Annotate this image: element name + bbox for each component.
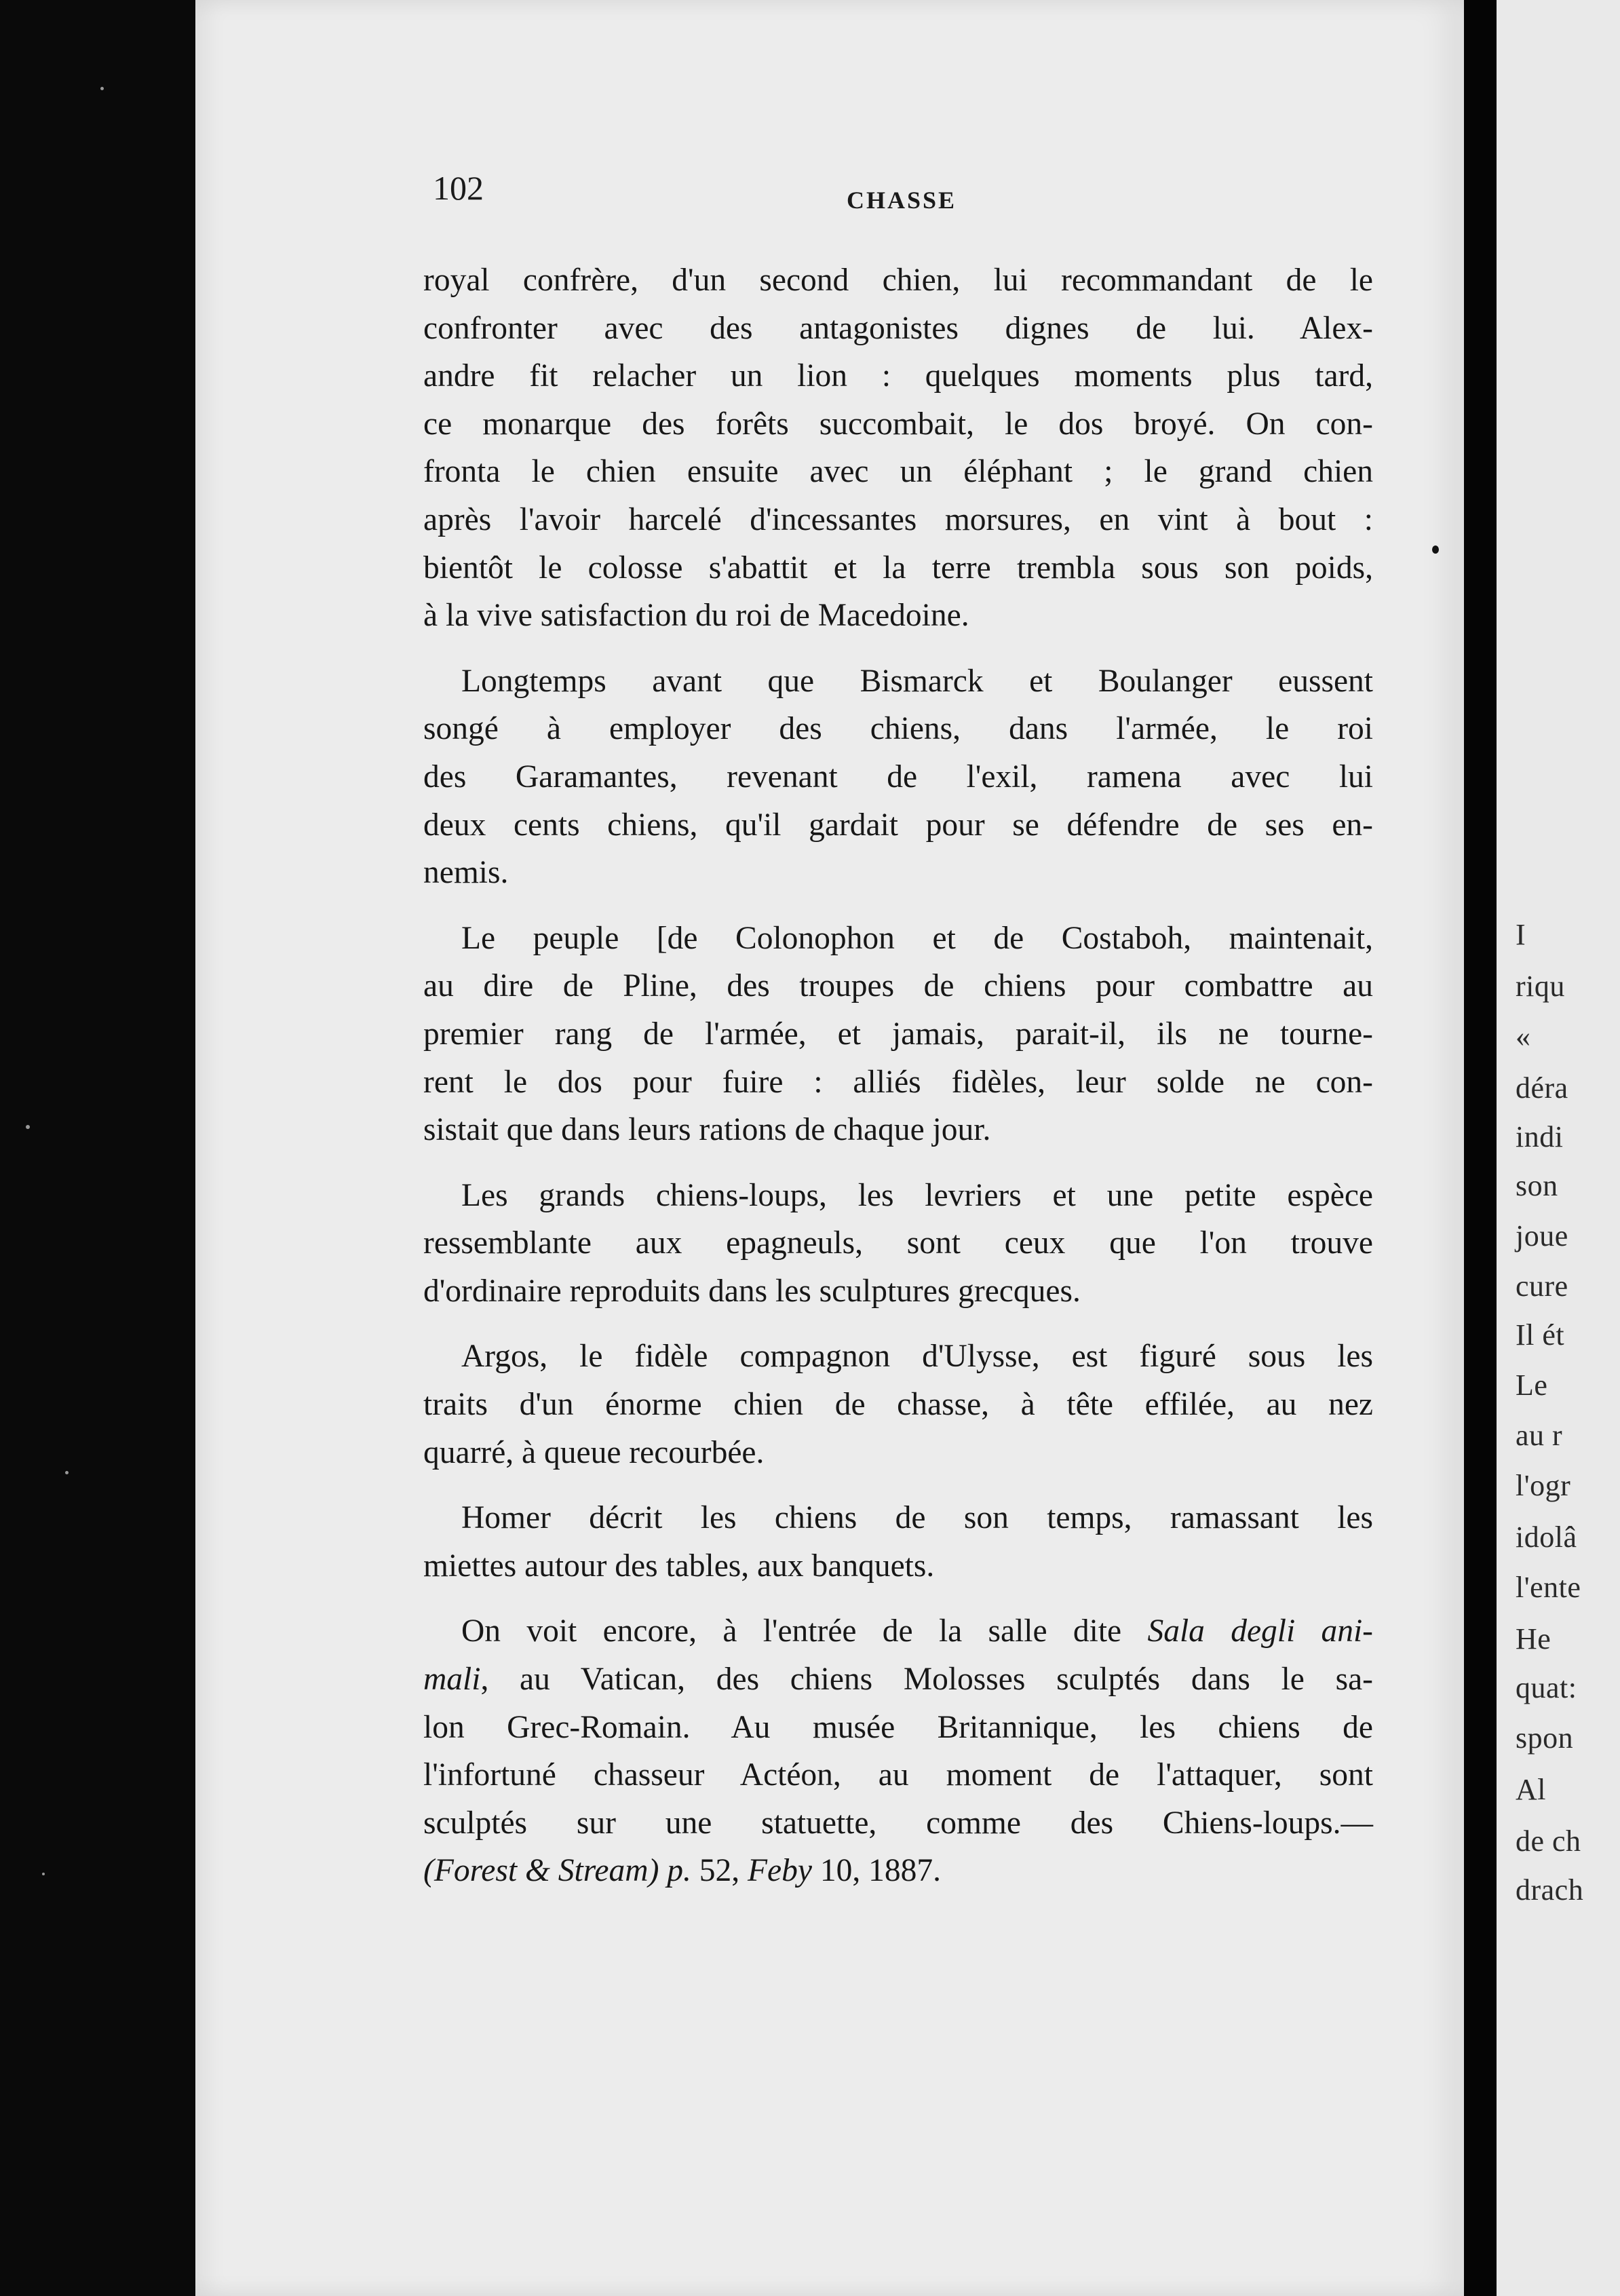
facing-page-text: de ch xyxy=(1516,1824,1581,1858)
facing-page-text: son xyxy=(1516,1169,1558,1202)
body-text xyxy=(423,256,1373,1895)
facing-page-fragment xyxy=(1497,0,1620,2296)
paragraph-gap xyxy=(423,640,1373,657)
facing-page-text: au r xyxy=(1516,1419,1563,1452)
paragraph xyxy=(423,256,1373,640)
scan-speck xyxy=(26,1125,30,1129)
page-gutter xyxy=(1464,0,1497,2296)
text-line: Le peuple [de Colonophon et de Costaboh, maintenait, xyxy=(461,920,1373,956)
text-line: nemis. xyxy=(423,855,509,891)
facing-page-text: cure xyxy=(1516,1269,1568,1303)
text-run: 10, 1887. xyxy=(811,1853,941,1889)
page-header xyxy=(433,168,1376,223)
paragraph xyxy=(423,1333,1373,1476)
text-line: après l'avoir harcelé d'incessantes morsures, en vint à bout : xyxy=(423,501,1373,537)
text-line: royal confrère, d'un second chien, lui recommandant de le xyxy=(423,263,1373,298)
text-line: sistait que dans leurs rations de chaque jour. xyxy=(423,1112,991,1148)
paragraph-gap xyxy=(423,1476,1373,1494)
text-run: , au Vatican, des chiens Molosses sculptés dans le sa- xyxy=(480,1662,1373,1698)
facing-page-text: indi xyxy=(1516,1120,1564,1153)
facing-page-text: Al xyxy=(1516,1773,1546,1806)
facing-page-text: quat: xyxy=(1516,1671,1577,1704)
paragraph-gap xyxy=(423,1590,1373,1607)
paragraph xyxy=(423,915,1373,1154)
text-line: au dire de Pline, des troupes de chiens pour combattre au xyxy=(423,968,1373,1004)
text-line xyxy=(423,1799,1373,1848)
page-number: 102 xyxy=(433,169,484,207)
text-line: deux cents chiens, qu'il gardait pour se défendre de ses en- xyxy=(423,807,1373,843)
paragraph-gap xyxy=(423,897,1373,915)
text-line: premier rang de l'armée, et jamais, parait-il, ils ne tourne- xyxy=(423,1016,1373,1052)
facing-page-text: idolâ xyxy=(1516,1520,1577,1554)
text-run: lon Grec-Romain. Au musée Britannique, les chiens de xyxy=(423,1709,1373,1745)
paragraph xyxy=(423,1172,1373,1316)
text-run: l'infortuné chasseur Actéon, au moment de l'attaquer, sont xyxy=(423,1757,1373,1793)
text-run: sculptés sur une statuette, comme des Chiens-loups.— xyxy=(423,1805,1373,1841)
facing-page-text: He xyxy=(1516,1622,1551,1656)
running-title: CHASSE xyxy=(847,187,957,214)
text-line: andre fit relacher un lion : quelques moments plus tard, xyxy=(423,358,1373,394)
facing-page-text: l'ogr xyxy=(1516,1469,1571,1502)
text-line: ressemblante aux epagneuls, sont ceux que l'on trouve xyxy=(423,1225,1373,1261)
text-line: songé à employer des chiens, dans l'armée, le roi xyxy=(423,711,1373,747)
facing-page-text: spon xyxy=(1516,1721,1574,1755)
paragraph xyxy=(423,1494,1373,1590)
paragraph xyxy=(423,657,1373,897)
facing-page-text: Il ét xyxy=(1516,1318,1565,1352)
text-line: Argos, le fidèle compagnon d'Ulysse, est figuré sous les xyxy=(461,1339,1373,1375)
facing-page-text: riqu xyxy=(1516,970,1565,1003)
paragraph xyxy=(423,1607,1373,1895)
facing-page-text: drach xyxy=(1516,1873,1584,1907)
text-run: On voit encore, à l'entrée de la salle dite xyxy=(461,1613,1148,1649)
text-line: Les grands chiens-loups, les levriers et une petite espèce xyxy=(461,1177,1373,1213)
scan-mark xyxy=(1432,546,1439,554)
scan-left-margin xyxy=(0,0,197,2296)
text-line: fronta le chien ensuite avec un éléphant ; le grand chien xyxy=(423,454,1373,490)
text-line: à la vive satisfaction du roi de Macedoine. xyxy=(423,598,969,634)
facing-page-text: joue xyxy=(1516,1219,1568,1252)
text-line: Homer décrit les chiens de son temps, ramassant les xyxy=(461,1500,1373,1536)
italic-text: mali xyxy=(423,1662,481,1698)
scan-speck xyxy=(65,1471,69,1474)
text-line: traits d'un énorme chien de chasse, à tête effilée, au nez xyxy=(423,1387,1373,1423)
facing-page-text: « xyxy=(1516,1020,1531,1053)
text-line xyxy=(423,1607,1373,1656)
text-line: bientôt le colosse s'abattit et la terre trembla sous son poids, xyxy=(423,550,1373,586)
text-line xyxy=(423,1656,1373,1704)
facing-page-text: I xyxy=(1516,918,1526,951)
text-line xyxy=(423,1751,1373,1799)
bleed-through-text xyxy=(421,1866,1370,1894)
text-line: Longtemps avant que Bismarck et Boulanger eussent xyxy=(461,663,1373,699)
facing-page-text: déra xyxy=(1516,1071,1568,1105)
text-line: quarré, à queue recourbée. xyxy=(423,1434,765,1470)
italic-text: (Forest & Stream) p. xyxy=(423,1853,691,1889)
italic-text: Sala degli ani- xyxy=(1147,1613,1373,1649)
paragraph-gap xyxy=(423,1315,1373,1333)
text-line: d'ordinaire reproduits dans les sculptures grecques. xyxy=(423,1273,1081,1309)
italic-text: Feby xyxy=(748,1853,812,1889)
text-line: ce monarque des forêts succombait, le dos broyé. On con- xyxy=(423,406,1373,442)
scan-speck xyxy=(42,1873,45,1875)
text-line: confronter avec des antagonistes dignes de lui. Alex- xyxy=(423,310,1373,346)
text-line: rent le dos pour fuire : alliés fidèles, leur solde ne con- xyxy=(423,1064,1373,1100)
text-line: des Garamantes, revenant de l'exil, ramena avec lui xyxy=(423,759,1373,795)
text-line xyxy=(423,1704,1373,1752)
text-run: 52, xyxy=(691,1853,748,1889)
facing-page-text: l'ente xyxy=(1516,1571,1581,1604)
paragraph-gap xyxy=(423,1154,1373,1172)
facing-page-text: Le xyxy=(1516,1369,1548,1402)
text-line: miettes autour des tables, aux banquets. xyxy=(423,1548,935,1584)
scan-speck xyxy=(100,87,104,90)
